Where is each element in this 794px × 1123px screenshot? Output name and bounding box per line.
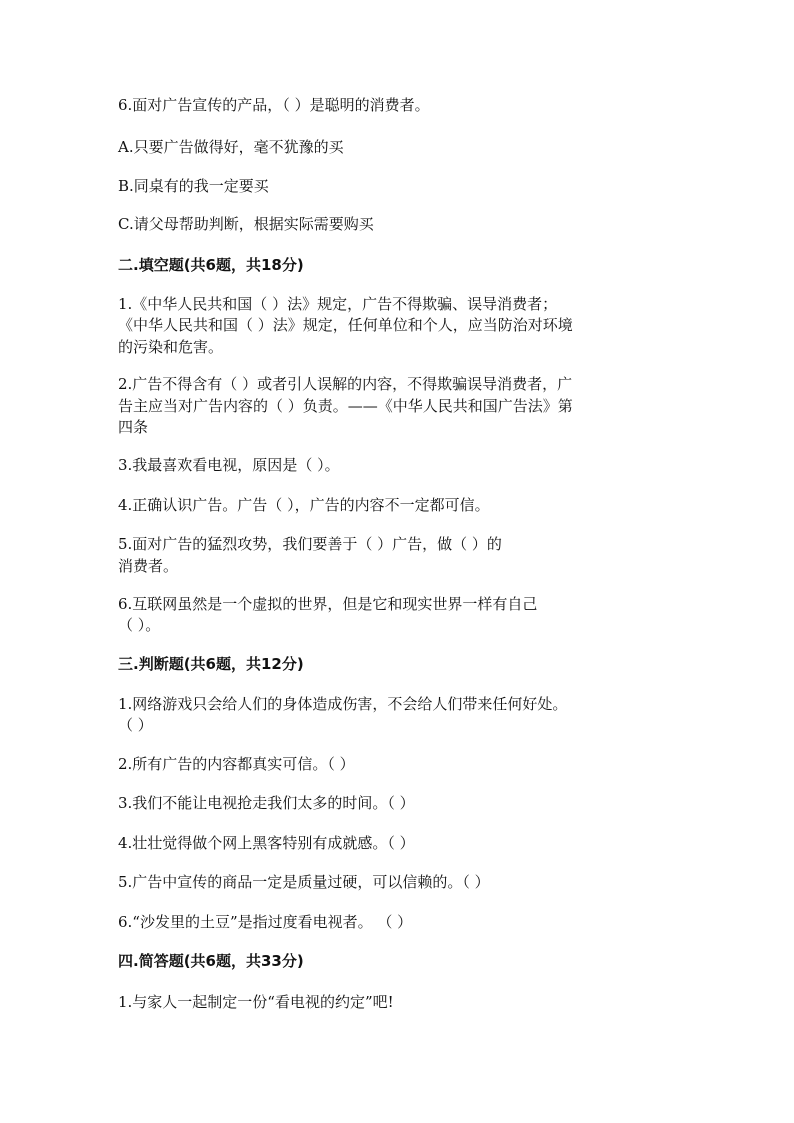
tf-q6: 6.“沙发里的土豆”是指过度看电视者。 （ ） xyxy=(118,913,413,931)
fill-q5-line1: 5.面对广告的猛烈攻势，我们要善于（ ）广告，做（ ）的 xyxy=(118,535,502,553)
fill-q1-line1: 1.《中华人民共和国（ ）法》规定，广告不得欺骗、误导消费者； xyxy=(118,295,558,313)
tf-q5: 5.广告中宣传的商品一定是质量过硬，可以信赖的。（ ） xyxy=(118,873,490,891)
fill-q2-line3: 四条 xyxy=(118,418,149,436)
tf-q1-line1: 1.网络游戏只会给人们的身体造成伤害，不会给人们带来任何好处。 xyxy=(118,695,568,713)
fill-q6-line1: 6.互联网虽然是一个虚拟的世界，但是它和现实世界一样有自己 xyxy=(118,595,538,613)
option-b: B.同桌有的我一定要买 xyxy=(118,177,269,195)
tf-q2: 2.所有广告的内容都真实可信。（ ） xyxy=(118,755,355,773)
fill-q2-line1: 2.广告不得含有（ ）或者引人误解的内容，不得欺骗误导消费者，广 xyxy=(118,375,573,393)
fill-q6-line2: （ ）。 xyxy=(118,616,161,634)
section-heading-fill-blank: 二.填空题(共6题，共18分) xyxy=(118,256,304,274)
section-heading-short-answer: 四.简答题(共6题，共33分) xyxy=(118,952,304,970)
option-c: C.请父母帮助判断，根据实际需要购买 xyxy=(118,215,374,233)
sa-q1: 1.与家人一起制定一份“看电视的约定”吧! xyxy=(118,993,394,1011)
fill-q4: 4.正确认识广告。广告（ ），广告的内容不一定都可信。 xyxy=(118,496,490,514)
fill-q2-line2: 告主应当对广告内容的（ ）负责。——《中华人民共和国广告法》第 xyxy=(118,397,573,415)
tf-q4: 4.壮壮觉得做个网上黑客特别有成就感。（ ） xyxy=(118,834,415,852)
fill-q1-line3: 的污染和危害。 xyxy=(118,338,224,356)
section-heading-true-false: 三.判断题(共6题，共12分) xyxy=(118,655,304,673)
tf-q1-line2: （ ） xyxy=(118,716,153,734)
fill-q3: 3.我最喜欢看电视，原因是（ ）。 xyxy=(118,456,340,474)
option-a: A.只要广告做得好，毫不犹豫的买 xyxy=(118,138,344,156)
fill-q5-line2: 消费者。 xyxy=(118,557,179,575)
tf-q3: 3.我们不能让电视抢走我们太多的时间。（ ） xyxy=(118,794,415,812)
fill-q1-line2: 《中华人民共和国（ ）法》规定，任何单位和个人，应当防治对环境 xyxy=(118,316,573,334)
question-6: 6.面对广告宣传的产品，（ ）是聪明的消费者。 xyxy=(118,96,430,114)
